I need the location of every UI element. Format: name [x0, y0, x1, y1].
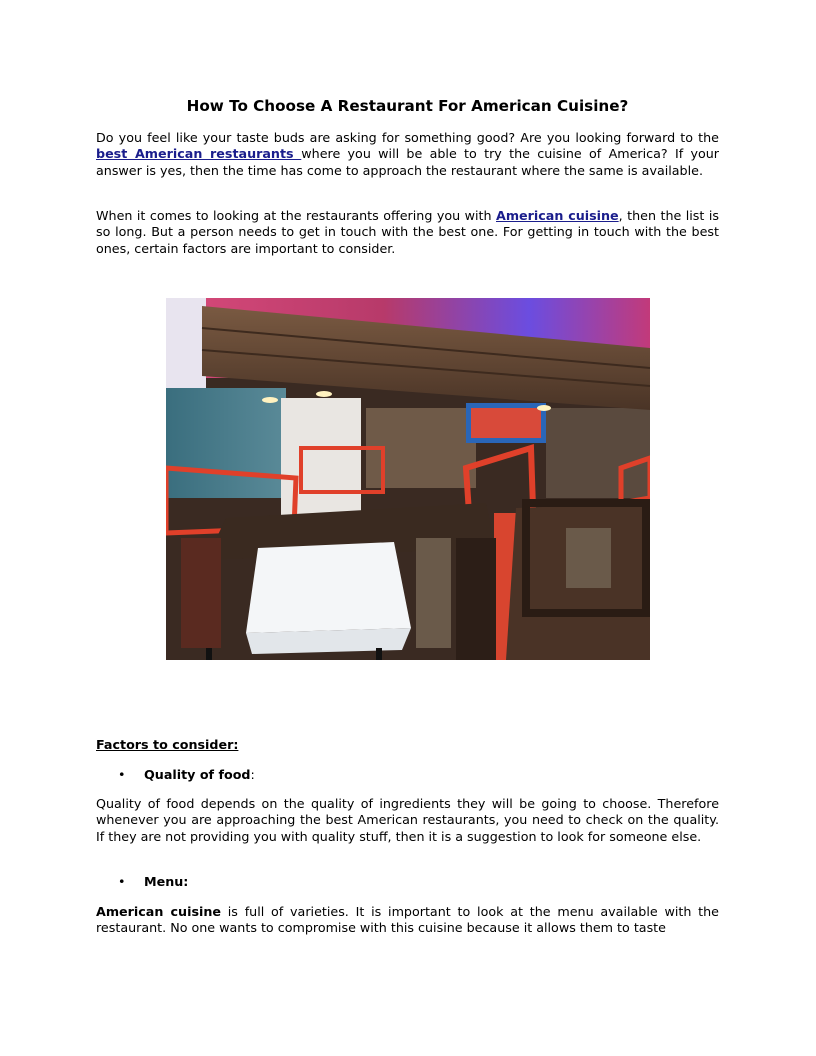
bullet-label-quality: Quality of food [144, 767, 251, 782]
quality-paragraph: Quality of food depends on the quality of ingredients they will be going to choose. Therefore whenever you are approaching the best American restaurants, you need to check on the quality. If they are not providing you with quality stuff, then it is a suggestion to look for someone else. [96, 796, 719, 844]
menu-paragraph [96, 904, 719, 937]
bullet-quality-of-food [118, 767, 255, 783]
second-text-end: , then the list is so long. But a person needs to get in touch with the best one. For getting in touch with the best ones, certain factors are important to consider. [96, 208, 719, 256]
menu-paragraph-text: is full of varieties. It is important to look at the menu available with the restaurant. No one wants to compromise with this cuisine because it allows them to taste [96, 904, 719, 936]
american-cuisine-link[interactable]: American cuisine [496, 208, 619, 223]
bullet-label-menu: Menu: [144, 874, 189, 889]
bullet-marker: • [118, 767, 126, 782]
best-american-restaurants-link[interactable]: best American restaurants [96, 146, 302, 162]
intro-text-end: where you will be able to try the cuisine of America? If your answer is yes, then the time has come to approach the restaurant where the same is available. [96, 146, 719, 178]
factors-heading: Factors to consider: [96, 737, 239, 752]
second-paragraph [96, 208, 719, 257]
american-cuisine-bold: American cuisine [96, 904, 221, 919]
bullet-suffix: : [250, 767, 255, 782]
intro-text-start: Do you feel like your taste buds are asking for something good? Are you looking forward to the [96, 130, 719, 145]
page-title: How To Choose A Restaurant For American Cuisine? [186, 97, 629, 115]
bullet-marker: • [118, 874, 126, 889]
second-text-start: When it comes to looking at the restaurants offering you with [96, 208, 496, 223]
bullet-menu [118, 874, 188, 890]
intro-paragraph [96, 130, 719, 179]
restaurant-interior-photo [166, 298, 650, 660]
